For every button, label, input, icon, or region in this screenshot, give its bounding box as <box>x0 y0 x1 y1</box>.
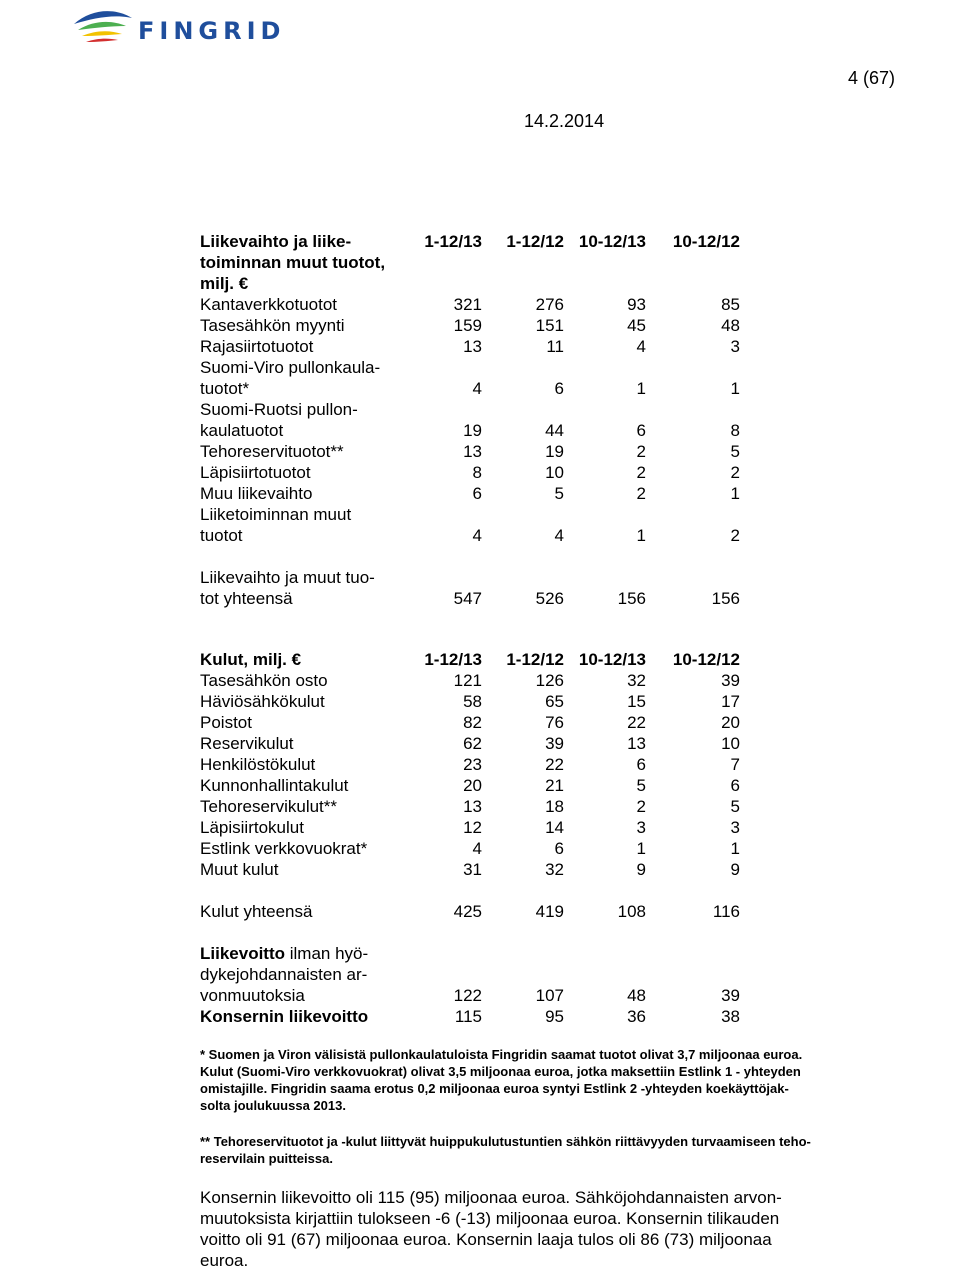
operating-profit-bold: Liikevoitto <box>200 944 286 963</box>
cell-value: 3 <box>636 818 646 837</box>
cell-value: 39 <box>721 671 740 690</box>
cell-value: 151 <box>535 316 564 335</box>
row-label: tuotot* <box>200 379 250 398</box>
cell-value: 2 <box>636 442 646 461</box>
revenue-title-line: milj. € <box>200 274 249 293</box>
page-number: 4 (67) <box>848 68 896 88</box>
column-header: 1-12/12 <box>506 232 564 251</box>
operating-profit-label-rest: dykejohdannaisten ar- <box>200 965 368 984</box>
cell-value: 126 <box>535 671 564 690</box>
cell-value: 156 <box>617 589 646 608</box>
cell-value: 5 <box>554 484 564 503</box>
row-label: Kunnonhallintakulut <box>200 776 349 795</box>
cell-value: 159 <box>453 316 482 335</box>
cell-value: 19 <box>545 442 564 461</box>
row-label: Suomi-Viro pullonkaula- <box>200 358 381 377</box>
footnote-line: * Suomen ja Viron välisistä pullonkaulatuloista Fingridin saamat tuotot olivat 3,7 miljoonaa euroa. <box>200 1047 803 1062</box>
column-header: 10-12/12 <box>672 650 740 669</box>
cell-value: 2 <box>636 463 646 482</box>
cell-value: 3 <box>730 818 740 837</box>
row-label: Tehoreservikulut** <box>200 797 338 816</box>
cell-value: 48 <box>721 316 740 335</box>
cell-value: 19 <box>463 421 482 440</box>
row-label: kaulatuotot <box>200 421 284 440</box>
cell-value: 48 <box>627 986 646 1005</box>
group-profit-label: Konsernin liikevoitto <box>200 1007 369 1026</box>
cell-value: 6 <box>554 379 564 398</box>
cell-value: 526 <box>535 589 564 608</box>
cell-value: 1 <box>730 839 740 858</box>
cell-value: 12 <box>463 818 482 837</box>
cell-value: 1 <box>730 484 740 503</box>
cell-value: 9 <box>730 860 740 879</box>
revenue-title-line: Liikevaihto ja liike- <box>200 232 352 251</box>
cell-value: 45 <box>627 316 646 335</box>
cell-value: 1 <box>636 526 646 545</box>
cell-value: 8 <box>472 463 482 482</box>
summary-line: muutoksista kirjattiin tulokseen -6 (-13) miljoonaa euroa. Konsernin tilikauden <box>200 1209 780 1228</box>
row-label: Suomi-Ruotsi pullon- <box>200 400 358 419</box>
cell-value: 95 <box>545 1007 564 1026</box>
cell-value: 10 <box>545 463 564 482</box>
row-label: Läpisiirtokulut <box>200 818 304 837</box>
cell-value: 9 <box>636 860 646 879</box>
cell-value: 31 <box>463 860 482 879</box>
cell-value: 1 <box>636 839 646 858</box>
cell-value: 13 <box>463 442 482 461</box>
cell-value: 39 <box>721 986 740 1005</box>
cell-value: 6 <box>472 484 482 503</box>
total-label: Liikevaihto ja muut tuo- <box>200 568 375 587</box>
cost-title: Kulut, milj. € <box>200 650 302 669</box>
row-label: Tasesähkön osto <box>200 671 328 690</box>
footnote-line: Kulut (Suomi-Viro verkkovuokrat) olivat 3,5 miljoonaa euroa, jotka maksettiin Estlink 1 - yhteyden <box>200 1064 801 1079</box>
footnote-power-reserve <box>200 1133 850 1167</box>
cell-value: 6 <box>730 776 740 795</box>
cell-value: 6 <box>636 755 646 774</box>
cell-value: 32 <box>545 860 564 879</box>
row-label: Muu liikevaihto <box>200 484 313 503</box>
cell-value: 6 <box>554 839 564 858</box>
cell-value: 44 <box>545 421 564 440</box>
row-label: Poistot <box>200 713 252 732</box>
cell-value: 76 <box>545 713 564 732</box>
cell-value: 13 <box>463 797 482 816</box>
cell-value: 85 <box>721 295 740 314</box>
cell-value: 23 <box>463 755 482 774</box>
cell-value: 22 <box>627 713 646 732</box>
total-label: tot yhteensä <box>200 589 293 608</box>
summary-paragraph <box>200 1187 840 1271</box>
footnote-line: ** Tehoreservituotot ja -kulut liittyvät huippukulutustuntien sähkön riittävyyden turvaamiseen teho- <box>200 1134 811 1149</box>
row-label: Rajasiirtotuotot <box>200 337 314 356</box>
cell-value: 425 <box>453 902 482 921</box>
row-label: Muut kulut <box>200 860 279 879</box>
cell-value: 4 <box>472 379 482 398</box>
row-label: Henkilöstökulut <box>200 755 316 774</box>
cell-value: 5 <box>730 442 740 461</box>
row-label: Estlink verkkovuokrat* <box>200 839 368 858</box>
cell-value: 38 <box>721 1007 740 1026</box>
cell-value: 2 <box>730 463 740 482</box>
cell-value: 10 <box>721 734 740 753</box>
cell-value: 17 <box>721 692 740 711</box>
cell-value: 5 <box>636 776 646 795</box>
cell-value: 1 <box>636 379 646 398</box>
cell-value: 21 <box>545 776 564 795</box>
cell-value: 4 <box>472 839 482 858</box>
cell-value: 108 <box>617 902 646 921</box>
cell-value: 15 <box>627 692 646 711</box>
column-header: 1-12/12 <box>506 650 564 669</box>
cell-value: 7 <box>730 755 740 774</box>
cell-value: 13 <box>463 337 482 356</box>
cell-value: 547 <box>453 589 482 608</box>
row-label: Läpisiirtotuotot <box>200 463 311 482</box>
summary-line: voitto oli 91 (67) miljoonaa euroa. Konsernin laaja tulos oli 86 (73) miljoonaa <box>200 1230 772 1249</box>
column-header: 1-12/13 <box>424 650 482 669</box>
row-label: tuotot <box>200 526 243 545</box>
cell-value: 20 <box>463 776 482 795</box>
cell-value: 115 <box>454 1007 482 1026</box>
footnote-line: reservilain puitteissa. <box>200 1151 333 1166</box>
operating-profit-label-rest: ilman hyö- <box>285 944 369 963</box>
cell-value: 14 <box>545 818 564 837</box>
cell-value: 5 <box>730 797 740 816</box>
column-header: 10-12/12 <box>672 232 740 251</box>
row-label: Liiketoiminnan muut <box>200 505 352 524</box>
footnote-bottleneck <box>200 1046 850 1114</box>
footnote-line: solta joulukuussa 2013. <box>200 1098 346 1113</box>
row-label: Tehoreservituotot** <box>200 442 344 461</box>
column-header: 1-12/13 <box>424 232 482 251</box>
cell-value: 121 <box>453 671 482 690</box>
cell-value: 18 <box>545 797 564 816</box>
fingrid-emblem-icon <box>68 4 138 50</box>
cell-value: 2 <box>636 484 646 503</box>
summary-line: euroa. <box>200 1251 249 1270</box>
operating-profit-label-rest: vonmuutoksia <box>200 986 305 1005</box>
cell-value: 65 <box>545 692 564 711</box>
footnote-line: omistajille. Fingridin saama erotus 0,2 miljoonaa euroa syntyi Estlink 2 -yhteyden koekäyttöjak- <box>200 1081 789 1096</box>
column-header: 10-12/13 <box>578 650 646 669</box>
cell-value: 39 <box>545 734 564 753</box>
cell-value: 36 <box>627 1007 646 1026</box>
cell-value: 2 <box>636 797 646 816</box>
operating-profit-label <box>200 943 368 964</box>
row-label: Häviösähkökulut <box>200 692 325 711</box>
document-date: 14.2.2014 <box>524 111 605 131</box>
cell-value: 107 <box>535 986 564 1005</box>
cell-value: 2 <box>730 526 740 545</box>
cell-value: 116 <box>712 902 740 921</box>
fingrid-logo <box>68 4 308 50</box>
cell-value: 11 <box>546 337 564 356</box>
cell-value: 62 <box>463 734 482 753</box>
total-label: Kulut yhteensä <box>200 902 313 921</box>
cell-value: 122 <box>453 986 482 1005</box>
row-label: Reservikulut <box>200 734 294 753</box>
cell-value: 419 <box>535 902 564 921</box>
cell-value: 4 <box>554 526 564 545</box>
cell-value: 82 <box>463 713 482 732</box>
cell-value: 1 <box>730 379 740 398</box>
cell-value: 93 <box>627 295 646 314</box>
cell-value: 32 <box>627 671 646 690</box>
logo-text: FINGRID <box>138 17 286 45</box>
cell-value: 4 <box>636 337 646 356</box>
cell-value: 3 <box>730 337 740 356</box>
row-label: Kantaverkkotuotot <box>200 295 338 314</box>
cell-value: 58 <box>463 692 482 711</box>
revenue-title-line: toiminnan muut tuotot, <box>200 253 386 272</box>
cell-value: 20 <box>721 713 740 732</box>
cell-value: 4 <box>472 526 482 545</box>
column-header: 10-12/13 <box>578 232 646 251</box>
cell-value: 8 <box>730 421 740 440</box>
cell-value: 22 <box>545 755 564 774</box>
cell-value: 321 <box>453 295 482 314</box>
row-label: Tasesähkön myynti <box>200 316 345 335</box>
cell-value: 13 <box>627 734 646 753</box>
cell-value: 6 <box>636 421 646 440</box>
summary-line: Konsernin liikevoitto oli 115 (95) miljoonaa euroa. Sähköjohdannaisten arvon- <box>200 1188 782 1207</box>
cell-value: 276 <box>535 295 564 314</box>
cell-value: 156 <box>711 589 740 608</box>
